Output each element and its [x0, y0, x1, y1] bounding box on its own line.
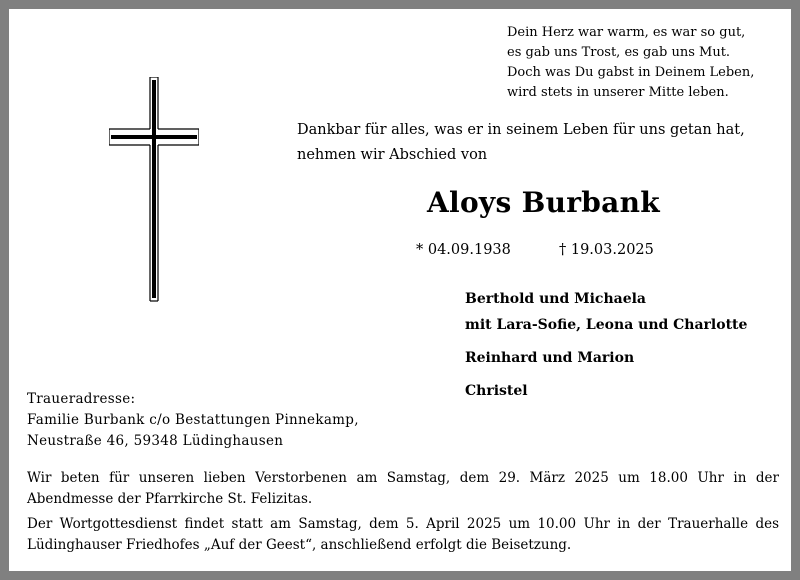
intro-line: Dankbar für alles, was er in seinem Leben für uns getan hat, [297, 122, 745, 138]
notice-line: Abendmesse der Pfarrkirche St. Felizitas. [27, 491, 313, 507]
notice-line: Der Wortgottesdienst findet statt am Samstag, dem 5. April 2025 um 10.00 Uhr in der Trauerhalle des [27, 516, 779, 532]
address-line: Familie Burbank c/o Bestattungen Pinnekamp, [27, 412, 359, 428]
poem-line: Dein Herz war warm, es war so gut, [507, 25, 746, 40]
address-line: Neustraße 46, 59348 Lüdinghausen [27, 433, 284, 449]
poem-line: Doch was Du gabst in Deinem Leben, [507, 65, 755, 80]
intro-line: nehmen wir Abschied von [297, 147, 488, 163]
notice-line: Wir beten für unseren lieben Verstorbenen am Samstag, dem 29. März 2025 um 18.00 Uhr in der [27, 470, 779, 486]
family-line: mit Lara-Sofie, Leona und Charlotte [465, 317, 748, 333]
death-date: † 19.03.2025 [559, 242, 654, 258]
obituary-card [9, 9, 791, 571]
intro-text [297, 118, 745, 168]
family-line: Christel [465, 383, 528, 399]
notice-line: Lüdinghauser Friedhofes „Auf der Geest“, anschließend erfolgt die Beisetzung. [27, 537, 572, 553]
family-line: Berthold und Michaela [465, 291, 646, 307]
poem [507, 23, 754, 103]
mass-notice [27, 468, 779, 510]
address-label: Traueradresse: [27, 391, 136, 407]
latin-cross-icon [109, 77, 199, 302]
deceased-name: Aloys Burbank [427, 186, 660, 219]
poem-line: wird stets in unserer Mitte leben. [507, 85, 729, 100]
poem-line: es gab uns Trost, es gab uns Mut. [507, 45, 731, 60]
mourning-address [27, 389, 359, 452]
family-line: Reinhard und Marion [465, 350, 635, 366]
birth-date: * 04.09.1938 [416, 242, 511, 258]
burial-notice [27, 514, 779, 556]
